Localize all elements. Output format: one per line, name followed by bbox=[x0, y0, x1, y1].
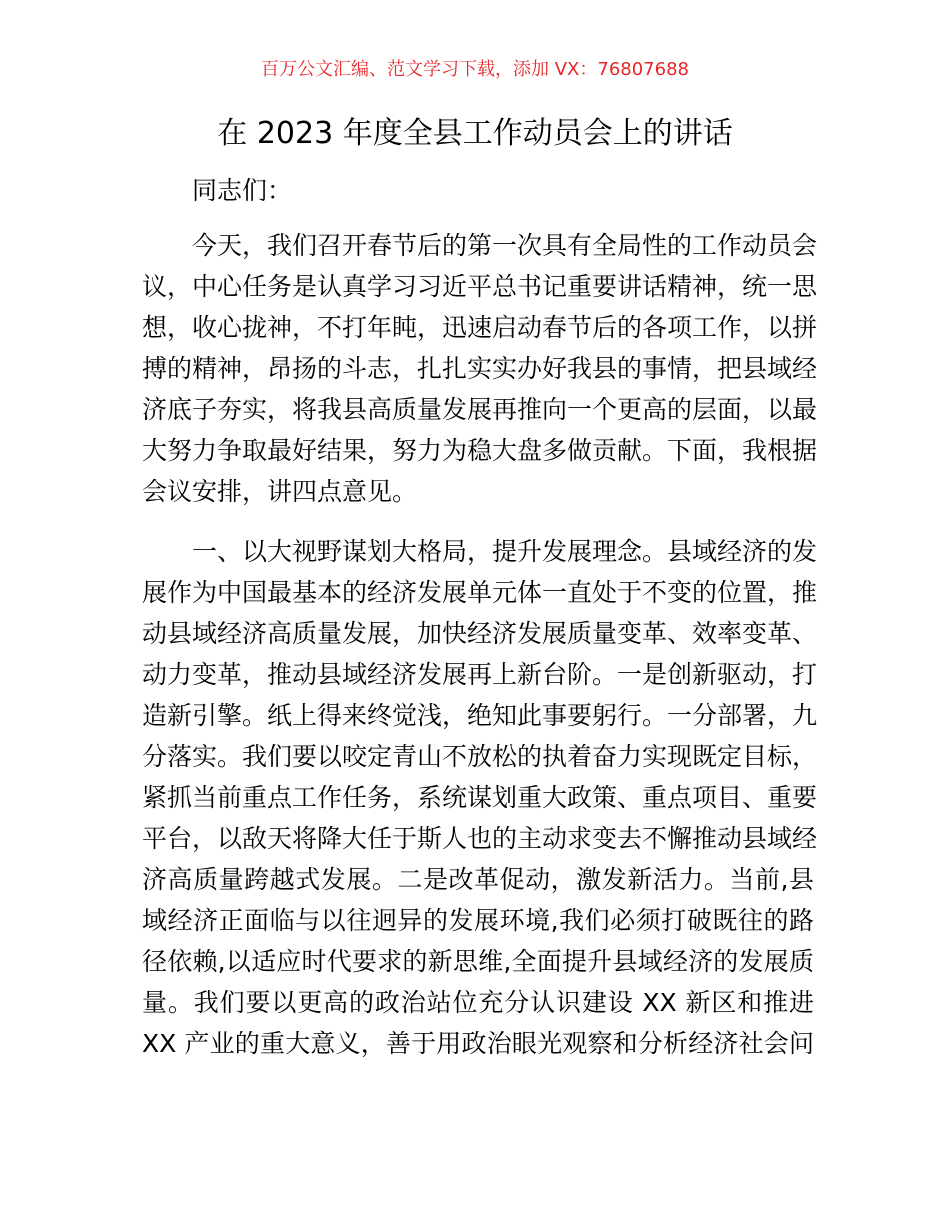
paragraph-line: 一、以大视野谋划大格局，提升发展理念。县域经济的发 bbox=[192, 537, 818, 566]
paragraph-line: 紧抓当前重点工作任务，系统谋划重大政策、重点项目、重要 bbox=[142, 783, 818, 812]
paragraph-line: 分落实。我们要以咬定青山不放松的执着奋力实现既定目标， bbox=[142, 742, 818, 771]
paragraph-line: 搏的精神，昂扬的斗志，扎扎实实办好我县的事情，把县域经 bbox=[142, 354, 818, 383]
paragraph-1 bbox=[142, 225, 818, 512]
header-watermark-note: 百万公文汇编、范文学习下载，添加 VX：76807688 bbox=[261, 59, 689, 80]
paragraph-line: 想，收心拢神，不打年盹，迅速启动春节后的各项工作，以拼 bbox=[142, 313, 818, 342]
paragraph-line: 今天，我们召开春节后的第一次具有全局性的工作动员会 bbox=[192, 231, 818, 260]
document-title: 在 2023 年度全县工作动员会上的讲话 bbox=[217, 116, 733, 151]
paragraph-line: XX 产业的重大意义，善于用政治眼光观察和分析经济社会问 bbox=[142, 1029, 814, 1058]
paragraph-line: 平台，以敌天将降大任于斯人也的主动求变去不懈推动县域经 bbox=[142, 824, 818, 853]
paragraph-line: 动县域经济高质量发展，加快经济发展质量变革、效率变革、 bbox=[142, 619, 818, 648]
paragraph-2 bbox=[142, 531, 818, 1064]
salutation-line: 同志们： bbox=[192, 176, 293, 205]
paragraph-line: 议，中心任务是认真学习习近平总书记重要讲话精神，统一思 bbox=[142, 272, 818, 301]
paragraph-line: 径依赖,以适应时代要求的新思维,全面提升县域经济的发展质 bbox=[142, 947, 814, 976]
paragraph-line: 动力变革，推动县域经济发展再上新台阶。一是创新驱动，打 bbox=[142, 660, 818, 689]
paragraph-line: 济底子夯实，将我县高质量发展再推向一个更高的层面，以最 bbox=[142, 395, 818, 424]
paragraph-line: 域经济正面临与以往迥异的发展环境,我们必须打破既往的路 bbox=[142, 906, 814, 935]
paragraph-line: 会议安排，讲四点意见。 bbox=[142, 477, 418, 506]
paragraph-line: 展作为中国最基本的经济发展单元体一直处于不变的位置，推 bbox=[142, 578, 818, 607]
paragraph-line: 造新引擎。纸上得来终觉浅，绝知此事要躬行。一分部署，九 bbox=[142, 701, 818, 730]
paragraph-line: 大努力争取最好结果，努力为稳大盘多做贡献。下面，我根据 bbox=[142, 436, 818, 465]
paragraph-line: 量。我们要以更高的政治站位充分认识建设 XX 新区和推进 bbox=[142, 988, 814, 1017]
salutation bbox=[142, 170, 814, 211]
paragraph-line: 济高质量跨越式发展。二是改革促动，激发新活力。当前,县 bbox=[142, 865, 814, 894]
